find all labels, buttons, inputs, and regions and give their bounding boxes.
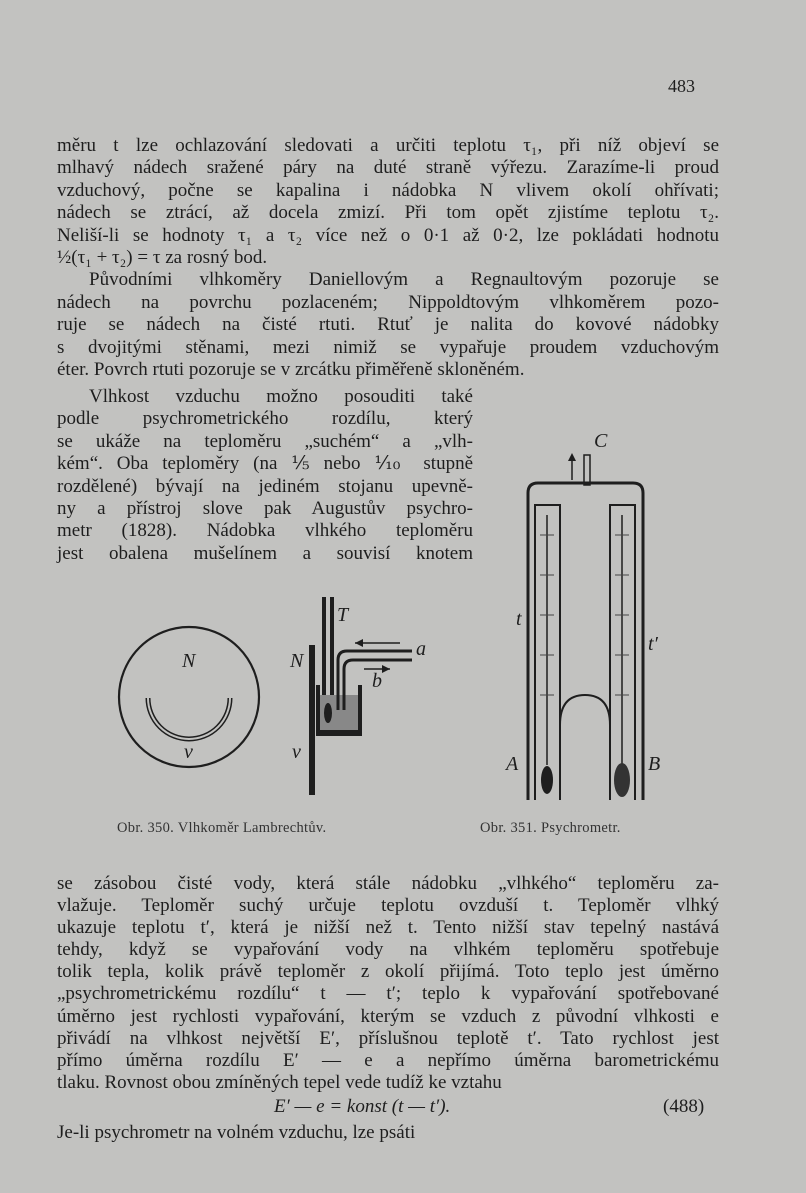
text-line: ½(τ₁ + τ₂) = τ za rosný bod. [57,247,268,269]
figure-351-psychrometer [500,425,700,815]
body-text-beside-figure [57,386,473,565]
text-line: tehdy, když se vypařování vody na vlhkém teploměru spotřebuje [57,939,719,961]
text-line: rozdělené) bývají na jediném stojanu upevně- [57,475,473,497]
text-line: mlhavý nádech sražené páry na duté straně výřezu. Zarazíme-li proud [57,157,719,179]
label-v: v [184,741,193,763]
text-line: metr (1828). Nádobka vlhkého teploměru [57,520,473,542]
text-line: tlaku. Rovnost obou zmíněných tepel vede tudíž ke vztahu [57,1071,502,1093]
label-a: a [416,638,426,660]
text-line: s dvojitými stěnami, mezi nimiž se vypařuje proudem vzduchovým [57,336,719,358]
figure-350-hygrometer [100,585,480,815]
text-line: vzduchový, počne se kapalina i nádobka N vlivem okolí ohřívati; [57,179,719,201]
text-line: nádech na povrchu pozlaceném; Nippoldtovým vlhkoměrem pozo- [57,291,719,313]
text-line: tolik tepla, kolik právě teploměr z okolí přijímá. Toto teplo jest úměrno [57,961,719,983]
text-line: Je-li psychrometr na volném vzduchu, lze psáti [57,1122,416,1143]
label-t: t [516,608,522,630]
text-line: měru t lze ochlazování sledovati a určiti teplotu τ₁, při níž objeví se [57,135,719,156]
text-line: ukazuje teplotu t′, která je nižší než t. Tento nižší stav tepelný nastává [57,917,719,939]
text-line: kém“. Oba teploměry (na ⅕ nebo ⅒ stupně [57,453,473,475]
figure-351-caption: Obr. 351. Psychrometr. [480,820,621,836]
text-line: přímo úměrna rozdílu E′ — e a nepřímo úměrna barometrickému [57,1049,719,1071]
page-number: 483 [668,76,695,96]
text-line: jest obalena mušelínem a souvisí knotem [57,542,473,564]
body-text-top [57,135,719,381]
text-line: přivádí na vlhkost největší E′, příslušnou teplotě t′. Tato rychlost jest [57,1027,719,1049]
label-N: N [290,650,304,672]
label-v: v [292,741,301,763]
figure-350-caption: Obr. 350. Vlhkoměr Lambrechtův. [117,820,327,836]
text-line: Neliší-li se hodnoty τ₁ a τ₂ více než o 0·1 až 0·2, lze pokládati hodnotu [57,224,719,246]
label-C: C [594,430,608,452]
text-line: úměrno jest rychlosti vypařování, kterým se vzduch z původní vlhkosti e [57,1005,719,1027]
text-line: se zásobou čisté vody, která stále nádobku „vlhkého“ teploměru za- [57,873,719,894]
body-text-bottom [57,873,719,1094]
text-line: se ukáže na teploměru „suchém“ a „vlh- [57,430,473,452]
text-line: Vlhkost vzduchu možno posouditi také [89,386,473,407]
text-line: Původními vlhkoměry Daniellovým a Regnaultovým pozoruje se [89,269,719,291]
text-line: „psychrometrickému rozdílu“ t — t′; teplo k vypařování spotřebované [57,983,719,1005]
text-line: vlažuje. Teploměr suchý určuje teplotu ovzduší t. Teploměr vlhký [57,895,719,917]
text-line: ny a přístroj slove pak Augustův psychro- [57,498,473,520]
text-line: nádech se ztrácí, až docela zmizí. Při tom opět zjistíme teplotu τ₂. [57,202,719,224]
label-B: B [648,753,661,775]
label-N: N [182,650,196,672]
label-b: b [372,670,382,692]
equation: E′ — e = konst (t — t′). [274,1096,451,1117]
text-line: podle psychrometrického rozdílu, který [57,408,473,430]
label-t-prime: t′ [648,633,658,655]
text-line: éter. Povrch rtuti pozoruje se v zrcátku přiměřeně skloněném. [57,359,525,381]
label-T: T [337,604,349,626]
label-A: A [506,753,519,775]
equation-number: (488) [663,1096,705,1117]
text-line: ruje se nádech na čisté rtuti. Rtuť je nalita do kovové nádobky [57,314,719,336]
